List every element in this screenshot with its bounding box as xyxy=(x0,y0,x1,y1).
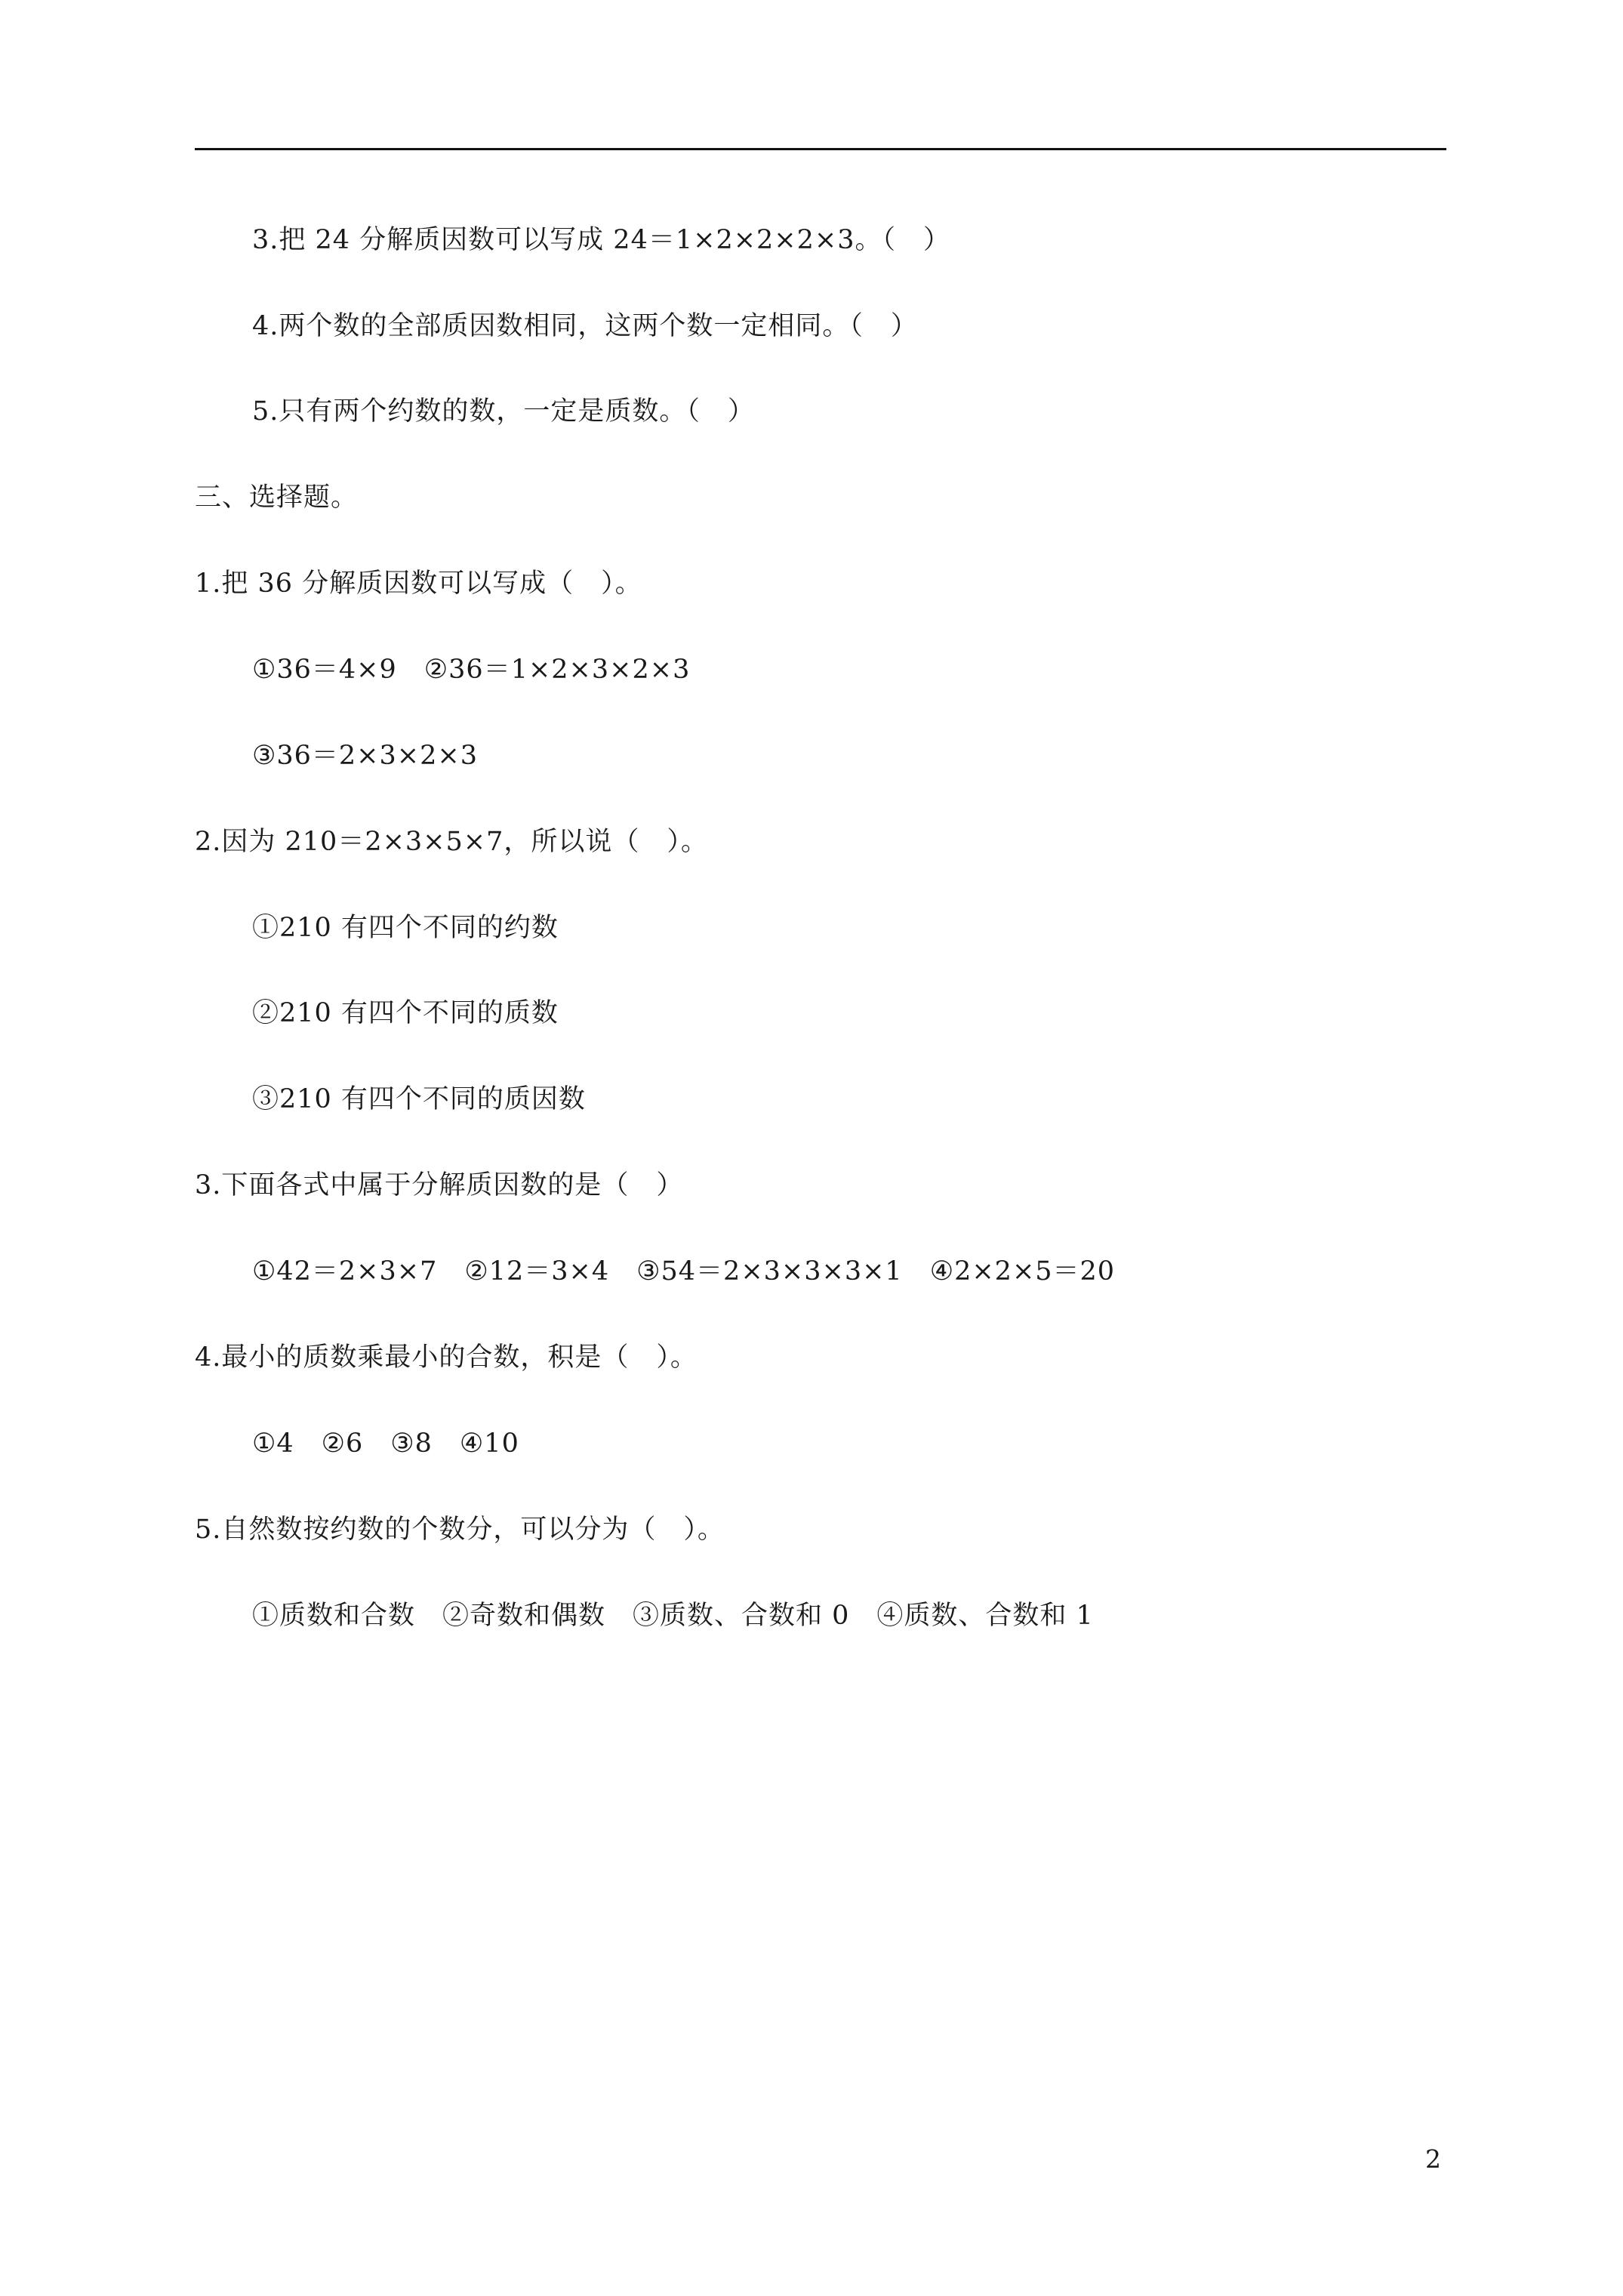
choice-question-1: 1.把 36 分解质因数可以写成（ ）。 xyxy=(195,569,642,599)
choice-1-options-line-1: ①36＝4×9 ②36＝1×2×3×2×3 xyxy=(252,655,691,685)
choice-2-option-2: ②210 有四个不同的质数 xyxy=(252,998,559,1028)
choice-question-2: 2.因为 210＝2×3×5×7，所以说（ ）。 xyxy=(195,827,708,857)
choice-1-options-line-2: ③36＝2×3×2×3 xyxy=(252,741,478,771)
choice-2-option-3: ③210 有四个不同的质因数 xyxy=(252,1084,586,1114)
header-rule xyxy=(195,148,1446,150)
choice-question-5: 5.自然数按约数的个数分，可以分为（ ）。 xyxy=(195,1515,725,1545)
judgement-item-5: 5.只有两个约数的数，一定是质数。（ ） xyxy=(252,396,755,427)
choice-question-3: 3.下面各式中属于分解质因数的是（ ） xyxy=(195,1170,684,1200)
page-number: 2 xyxy=(1425,2144,1441,2174)
choice-2-option-1: ①210 有四个不同的约数 xyxy=(252,913,559,943)
choice-4-options: ①4 ②6 ③8 ④10 xyxy=(252,1428,519,1459)
choice-question-4: 4.最小的质数乘最小的合数，积是（ ）。 xyxy=(195,1342,698,1373)
choice-5-options: ①质数和合数 ②奇数和偶数 ③质数、合数和 0 ④质数、合数和 1 xyxy=(252,1601,1094,1631)
choice-3-options: ①42＝2×3×7 ②12＝3×4 ③54＝2×3×3×3×1 ④2×2×5＝20 xyxy=(252,1256,1116,1287)
judgement-item-4: 4.两个数的全部质因数相同，这两个数一定相同。（ ） xyxy=(252,311,918,341)
judgement-item-3: 3.把 24 分解质因数可以写成 24＝1×2×2×2×3。（ ） xyxy=(252,225,950,255)
section-heading: 三、选择题。 xyxy=(195,482,359,513)
